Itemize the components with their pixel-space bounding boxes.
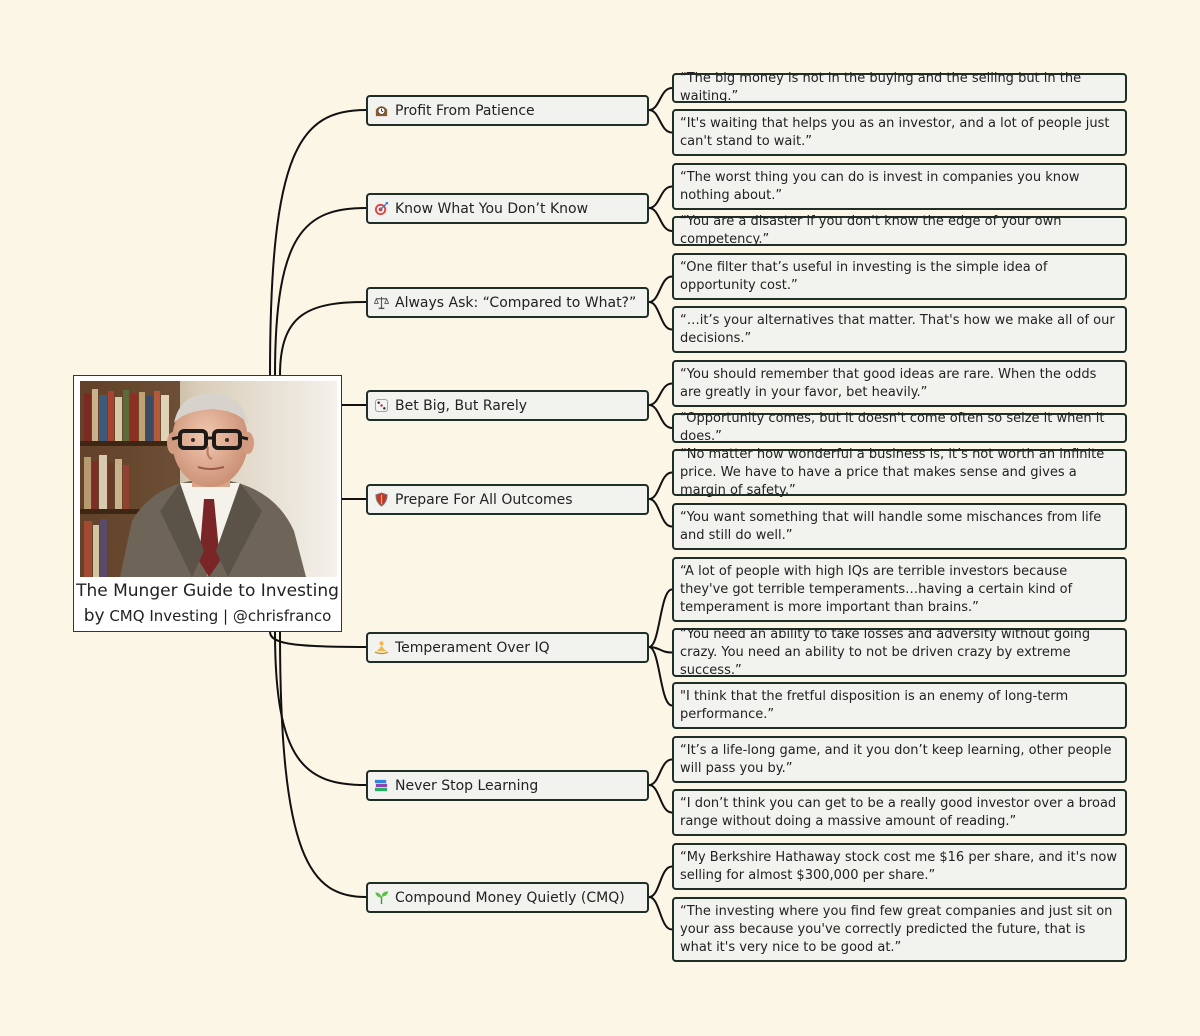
connector-main-5	[270, 632, 366, 647]
branch-label: Compound Money Quietly (CMQ)	[395, 889, 625, 906]
connector-quote-2-0	[649, 277, 672, 303]
quote-node[interactable]	[672, 682, 1127, 729]
quote-text: “My Berkshire Hathaway stock cost me $16 per share, and it's now selling for almost $300,000 per share.”	[680, 849, 1117, 883]
connector-main-2	[280, 302, 366, 375]
branch-label: Prepare For All Outcomes	[395, 491, 573, 508]
central-subtitle	[74, 606, 341, 626]
quote-node[interactable]	[672, 557, 1127, 622]
branch-node[interactable]	[366, 484, 649, 515]
branch-label: Profit From Patience	[395, 102, 535, 119]
quote-node[interactable]	[672, 628, 1127, 677]
connector-quote-3-0	[649, 384, 672, 406]
quote-text: “Opportunity comes, but it doesn't come often so seize it when it does.”	[680, 411, 1105, 444]
quote-node[interactable]	[672, 306, 1127, 353]
branch-node[interactable]	[366, 95, 649, 126]
quote-text: "I think that the fretful disposition is an enemy of long-term performance.”	[680, 688, 1069, 722]
branch-label: Temperament Over IQ	[395, 639, 550, 656]
branch-label: Know What You Don’t Know	[395, 200, 589, 217]
quote-node[interactable]	[672, 503, 1127, 550]
quote-text: “…it’s your alternatives that matter. That's how we make all of our decisions.”	[680, 312, 1115, 346]
branch-node[interactable]	[366, 632, 649, 663]
quote-text: “One filter that’s useful in investing is the simple idea of opportunity cost.”	[680, 259, 1048, 293]
portrait-image	[80, 381, 337, 577]
quote-text: “The worst thing you can do is invest in companies you know nothing about.”	[680, 169, 1080, 203]
quote-text: “I don’t think you can get to be a really good investor over a broad range without doing a massive amount of reading.”	[680, 795, 1117, 829]
quote-text: “The investing where you find few great companies and just sit on your ass because you've correctly predicted the future, that is what it's very nice to be good at.”	[680, 903, 1113, 955]
connector-quote-4-0	[649, 473, 672, 500]
central-title: The Munger Guide to Investing	[76, 581, 339, 601]
direct-hit-target-icon	[374, 201, 389, 216]
connector-quote-0-0	[649, 88, 672, 110]
quote-node[interactable]	[672, 109, 1127, 156]
branch-node[interactable]	[366, 390, 649, 421]
connector-quote-2-1	[649, 302, 672, 330]
connector-main-6	[275, 632, 366, 785]
quote-node[interactable]	[672, 216, 1127, 246]
branch-label: Bet Big, But Rarely	[395, 397, 528, 414]
quote-text: “No matter how wonderful a business is, it’s not worth an infinite price. We have to have a price that makes sense and gives a margin of safety.”	[680, 446, 1105, 498]
central-author: CMQ Investing | @chrisfranco	[109, 607, 332, 625]
connector-quote-1-0	[649, 187, 672, 209]
branch-label: Always Ask: “Compared to What?”	[395, 294, 637, 311]
connector-quote-7-0	[649, 867, 672, 898]
quote-text: “You are a disaster if you don't know the edge of your own competency.”	[680, 214, 1062, 247]
quote-node[interactable]	[672, 843, 1127, 890]
connector-quote-3-1	[649, 405, 672, 428]
quote-text: “It's waiting that helps you as an investor, and a lot of people just can't stand to wait.”	[680, 115, 1110, 149]
quote-node[interactable]	[672, 163, 1127, 210]
quote-node[interactable]	[672, 360, 1127, 407]
connector-quote-7-1	[649, 897, 672, 930]
connector-quote-6-1	[649, 785, 672, 813]
branch-node[interactable]	[366, 882, 649, 913]
quote-node[interactable]	[672, 789, 1127, 836]
quote-text: “You should remember that good ideas are rare. When the odds are greatly in your favor, bet heavily.”	[680, 366, 1097, 400]
books-icon	[374, 778, 389, 793]
branch-node[interactable]	[366, 770, 649, 801]
central-by: by	[83, 606, 105, 626]
quote-text: “You want something that will handle some mischances from life and still do well.”	[680, 509, 1102, 543]
quote-node[interactable]	[672, 73, 1127, 103]
branch-node[interactable]	[366, 193, 649, 224]
connector-quote-0-1	[649, 110, 672, 133]
connector-quote-5-2	[649, 647, 672, 706]
central-topic[interactable]	[73, 375, 342, 632]
balance-scale-icon	[374, 295, 389, 310]
connector-main-1	[275, 208, 366, 375]
shield-icon	[374, 492, 389, 507]
meditating-person-icon	[374, 640, 389, 655]
quote-node[interactable]	[672, 413, 1127, 443]
seedling-icon	[374, 890, 389, 905]
connector-quote-6-0	[649, 760, 672, 786]
branch-node[interactable]	[366, 287, 649, 318]
connector-quote-1-1	[649, 208, 672, 231]
connector-quote-4-1	[649, 499, 672, 527]
quote-text: “A lot of people with high IQs are terrible investors because they've got terrible temperaments…having a certain kind of temperament is more important than brains.”	[680, 563, 1073, 615]
quote-node[interactable]	[672, 897, 1127, 962]
quote-text: “You need an ability to take losses and adversity without going crazy. You need an ability to not be driven crazy by extreme success.”	[680, 626, 1091, 678]
connector-main-0	[270, 110, 366, 375]
connector-quote-5-0	[649, 590, 672, 648]
connector-main-7	[280, 632, 366, 897]
quote-node[interactable]	[672, 446, 1127, 498]
mantel-clock-icon	[374, 103, 389, 118]
branch-label: Never Stop Learning	[395, 777, 539, 794]
quote-node[interactable]	[672, 253, 1127, 300]
quote-text: “It’s a life-long game, and it you don’t keep learning, other people will pass you by.”	[680, 742, 1112, 776]
dice-icon	[374, 398, 389, 413]
quote-node[interactable]	[672, 736, 1127, 783]
quote-text: “The big money is not in the buying and the selling but in the waiting.”	[680, 71, 1082, 104]
